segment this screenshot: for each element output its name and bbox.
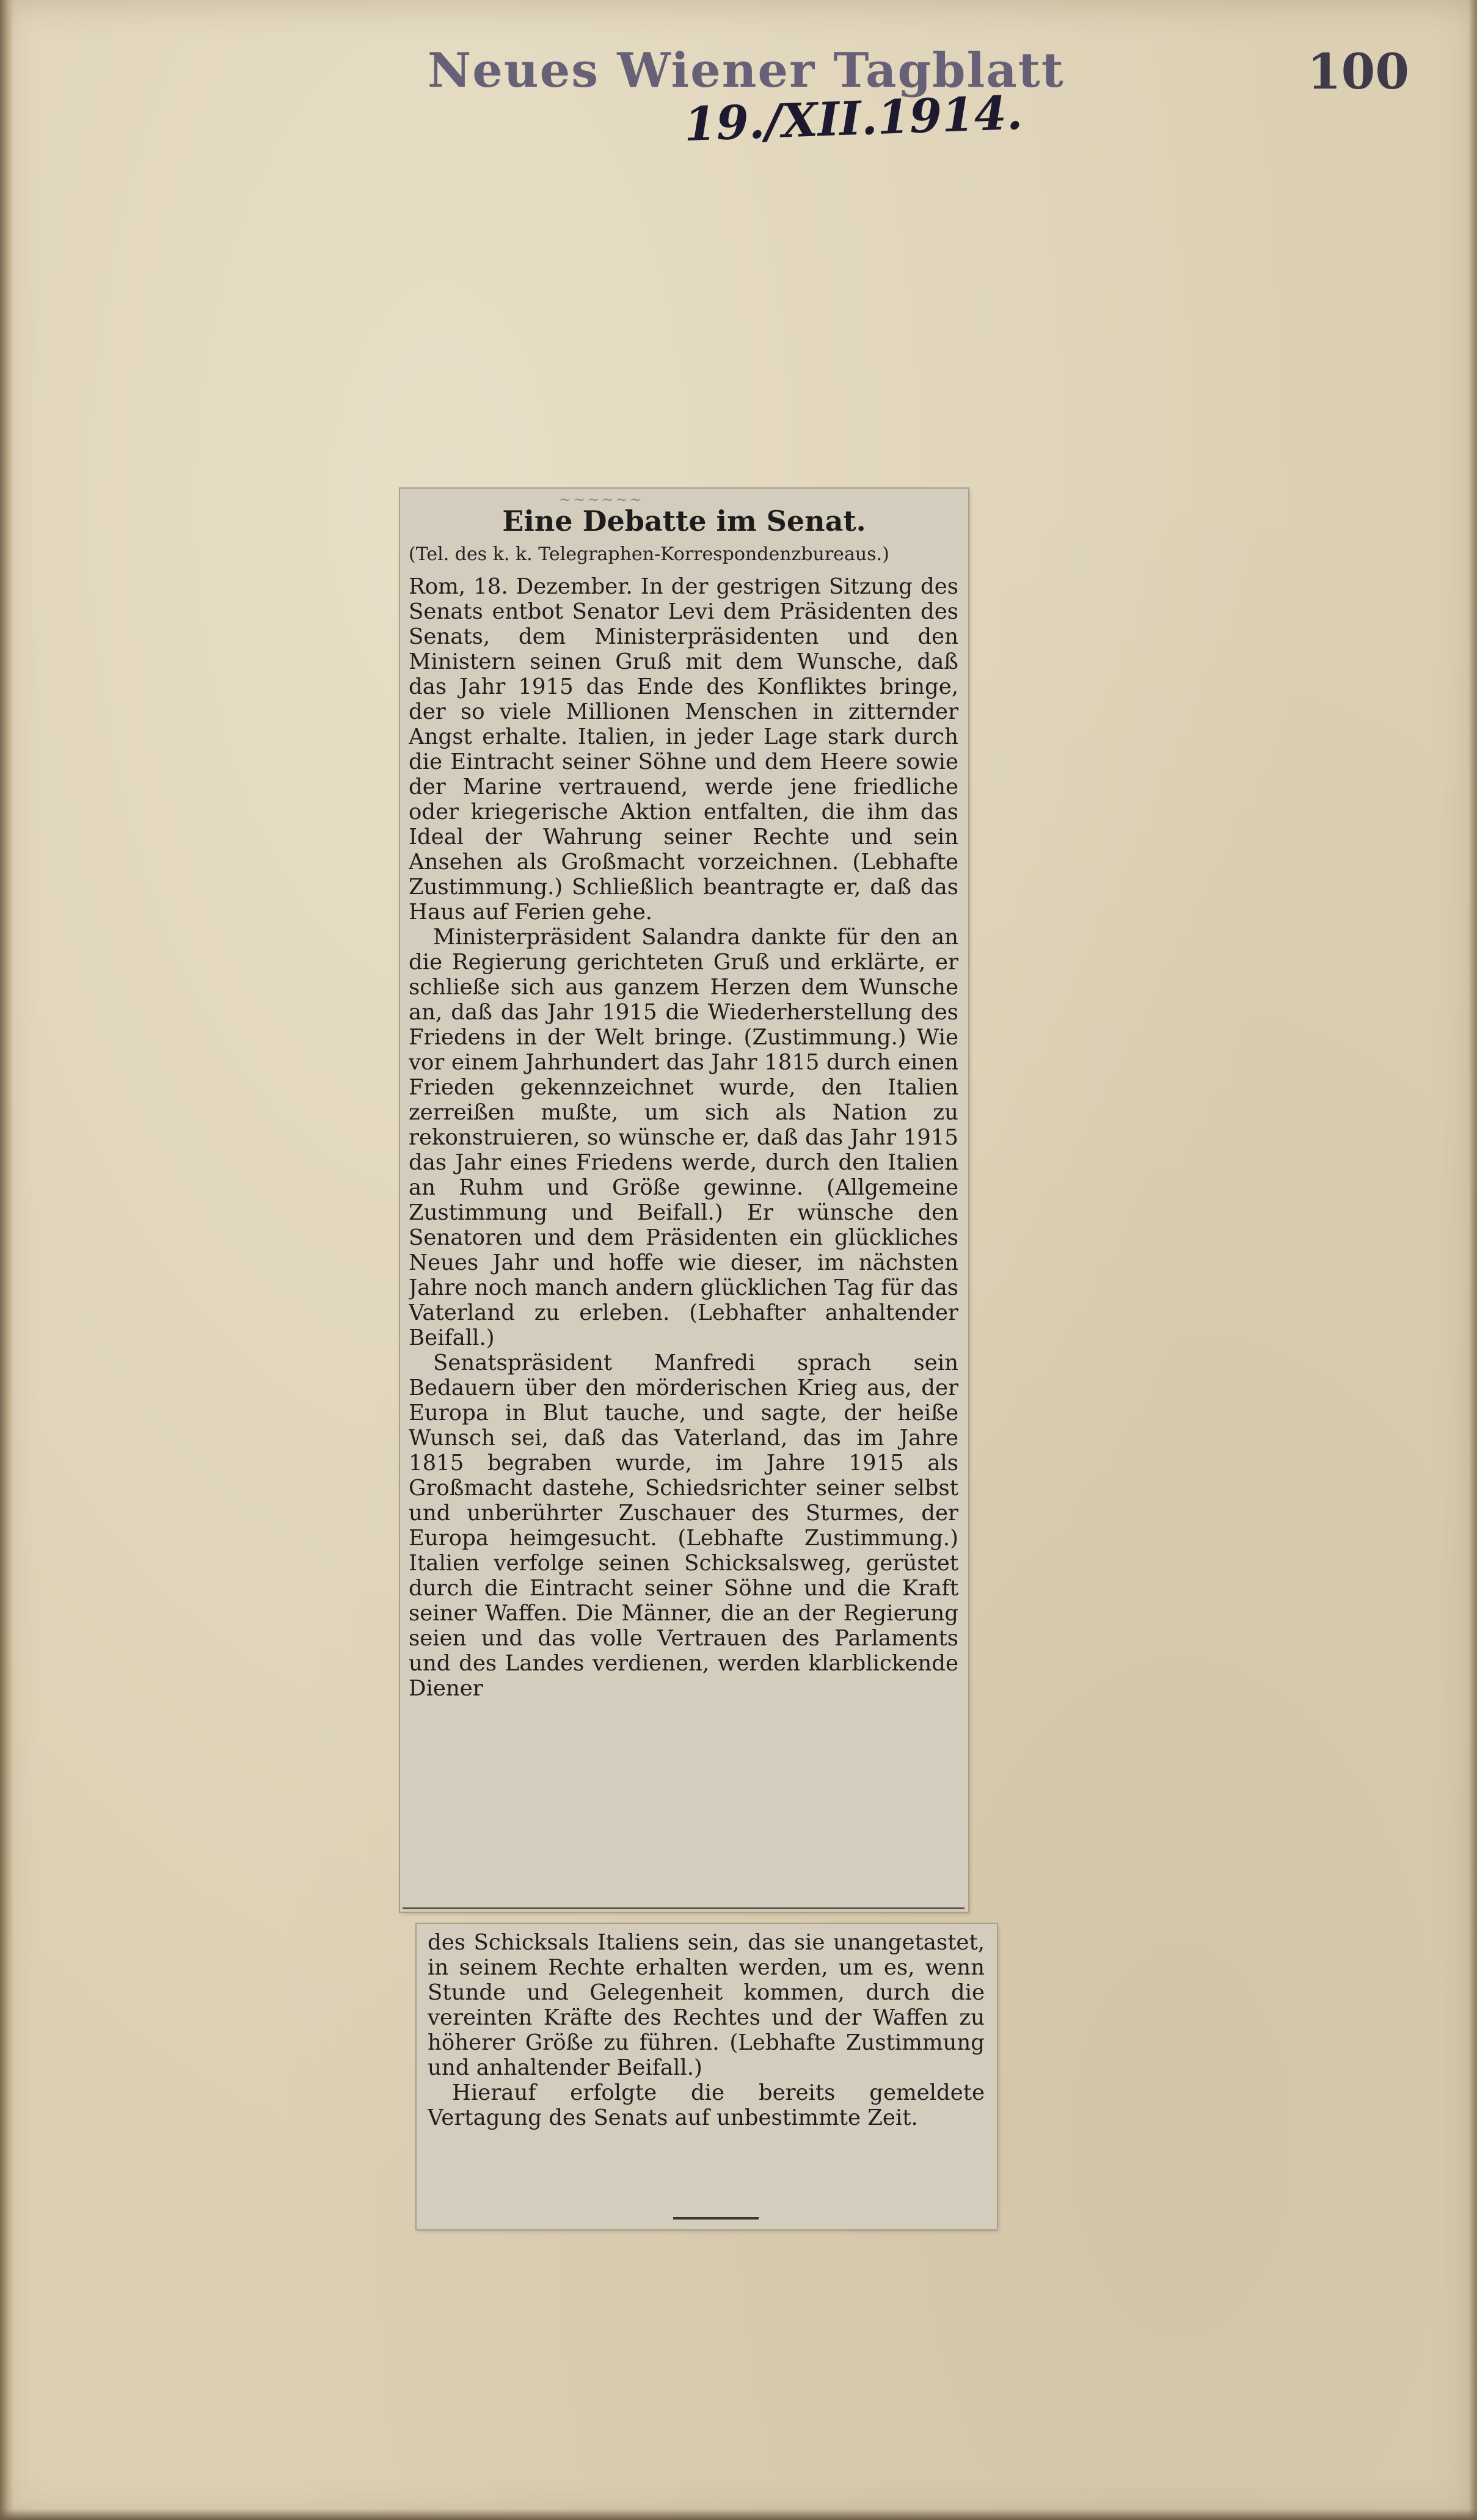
article-paragraph: Senatspräsident Manfredi sprach sein Bedauern über den mörderischen Krieg aus, der Europa in Blut tauche, und sagte, der heiße Wunsch sei, daß das Vaterland, das im Jahre 1815 begraben wurde, im Jahre 1915 als Großmacht dastehe, Schiedsrichter seiner selbst und unberührter Zuschauer des Sturmes, der Europa heimgesucht. (Lebhafte Zustimmung.) Italien verfolge seinen Schicksalsweg, gerüstet durch die Eintracht seiner Söhne und die Kraft seiner Waffen. Die Männer, die an der Regierung seien und das volle Vertrauen des Parlaments und des Landes verdienen, werden klarblickende Diener: [409, 1350, 958, 1701]
end-rule: [673, 2217, 759, 2220]
article-paragraph: Hierauf erfolgte die bereits gemeldete Vertagung des Senats auf unbestimmte Zeit.: [428, 2080, 985, 2130]
handwritten-date: 19./XII.1914.: [683, 85, 1024, 152]
article-continuation: [428, 1930, 985, 2217]
clipping-rule: [403, 1907, 965, 1909]
article-paragraph: Ministerpräsident Salandra dankte für den an die Regierung gerichteten Gruß und erklärte, er schließe sich aus ganzem Herzen dem Wunsche an, daß das Jahr 1915 die Wiederherstellung des Friedens in der Welt bringe. (Zustimmung.) Wie vor einem Jahrhundert das Jahr 1815 durch einen Frieden gekennzeichnet wurde, den Italien zerreißen mußte, um sich als Nation zu rekonstruieren, so wünsche er, daß das Jahr 1915 das Jahr eines Friedens werde, durch den Italien an Ruhm und Größe gewinne. (Allgemeine Zustimmung und Beifall.) Er wünsche den Senatoren und dem Präsidenten ein glückliches Neues Jahr und hoffe wie dieser, im nächsten Jahre noch manch andern glücklichen Tag für das Vaterland zu erleben. (Lebhafter anhaltender Beifall.): [409, 925, 958, 1350]
article-body: [409, 574, 958, 1906]
page-number-stamp: 100: [1307, 43, 1409, 100]
article-byline: (Tel. des k. k. Telegraphen-Korrespondenzbureaus.): [409, 544, 889, 565]
clipping-top-fragment: ~~~~~~: [559, 491, 644, 508]
article-paragraph: des Schicksals Italiens sein, das sie unangetastet, in seinem Rechte erhalten werden, um es, wenn Stunde und Gelegenheit kommen, durch die vereinten Kräfte des Rechtes und der Waffen zu höherer Größe zu führen. (Lebhafte Zustimmung und anhaltender Beifall.): [428, 1930, 985, 2080]
paper-edge-left: [0, 0, 13, 2520]
newspaper-clipping-continuation: [417, 1924, 997, 2229]
newspaper-clipping-main: [400, 489, 968, 1912]
paper-edge-bottom: [0, 2509, 1477, 2520]
article-headline: Eine Debatte im Senat.: [502, 504, 866, 537]
article-paragraph: Rom, 18. Dezember. In der gestrigen Sitzung des Senats entbot Senator Levi dem Präsidenten des Senats, dem Ministerpräsidenten und den Ministern seinen Gruß mit dem Wunsche, daß das Jahr 1915 das Ende des Konfliktes bringe, der so viele Millionen Menschen in zitternder Angst erhalte. Italien, in jeder Lage stark durch die Eintracht seiner Söhne und dem Heere sowie der Marine vertrauend, werde jene friedliche oder kriegerische Aktion entfalten, die ihm das Ideal der Wahrung seiner Rechte und sein Ansehen als Großmacht vorzeichnen. (Lebhafte Zustimmung.) Schließlich beantragte er, daß das Haus auf Ferien gehe.: [409, 574, 958, 925]
newspaper-stamp: Neues Wiener Tagblatt: [428, 43, 1065, 98]
paper-edge-right: [1468, 0, 1477, 2520]
